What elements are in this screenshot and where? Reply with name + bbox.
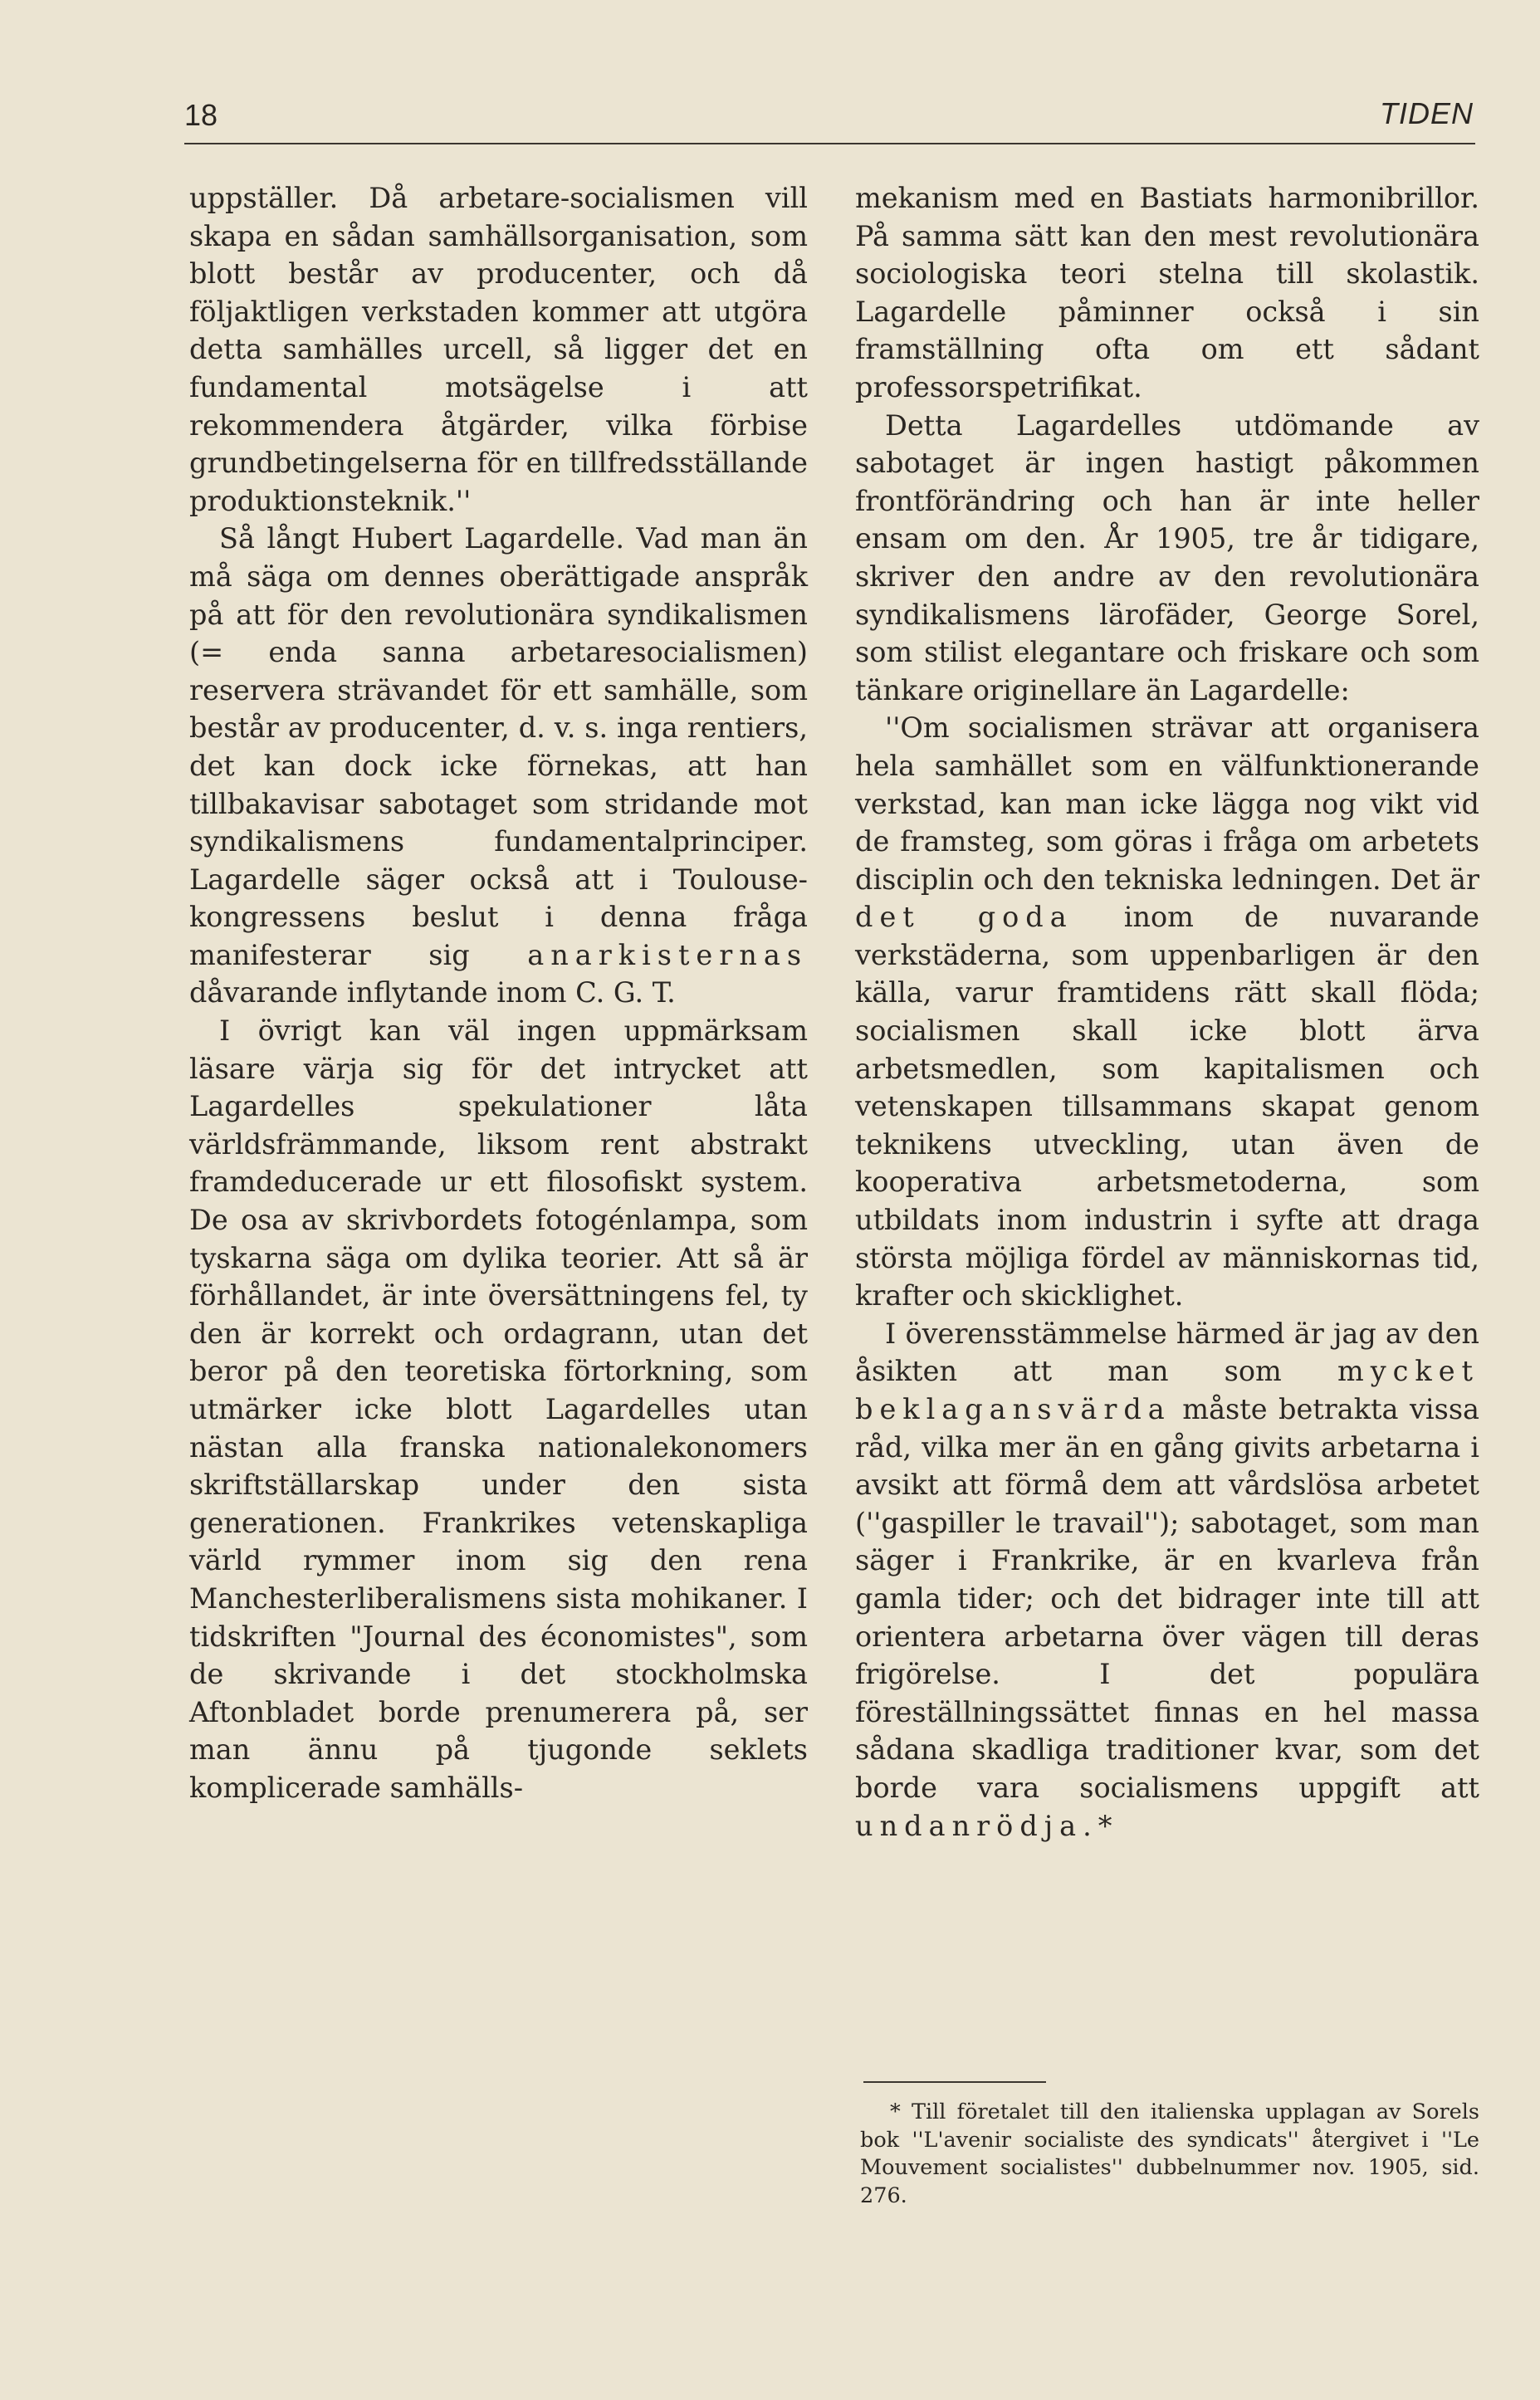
quote-2-text-a: I överensstämmelse härmed är jag av den åsikten att man som xyxy=(855,1317,1479,1388)
page-number: 18 xyxy=(184,98,218,132)
left-paragraph-2-text-a: Så långt Hubert Lagardelle. Vad man än må säga om dennes oberättigade anspråk på att för den revolutionära syndikalismen (= enda sanna arbetaresocialismen) reservera strävandet för ett samhälle, som består av producenter, d. v. s. inga rentiers, det kan dock icke förnekas, att han tillbakavisar sabotaget som stridande mot syndikalismens fundamentalprinciper. Lagardelle säger också att i Toulouse-kongressens beslut i denna fråga manifesterar sig xyxy=(189,522,808,971)
footnote-rule xyxy=(863,2081,1046,2083)
quote-1-text-b: inom de nuvarande verkstäderna, som uppenbarligen är den källa, varur framtidens rätt skall flöda; socialismen skall icke blott ärva arbetsmedlen, som kapitalismen och vetenskapen tillsammans skapat genom teknikens utveckling, utan även de kooperativa arbetsmetoderna, som utbildats inom industrin i syfte att draga största möjliga fördel av människornas tid, krafter och skicklighet. xyxy=(855,901,1479,1312)
right-column xyxy=(855,179,1479,1845)
left-paragraph-3: I övrigt kan väl ingen uppmärksam läsare värja sig för det intrycket att Lagardelles spekulationer låta världsfrämmande, liksom rent abstrakt framdeducerade ur ett filosofiskt system. De osa av skrivbordets fotogénlampa, som tyskarna säga om dylika teorier. Att så är förhållandet, är inte översättningens fel, ty den är korrekt och ordagrann, utan det beror på den teoretiska förtorkning, som utmärker icke blott Lagardelles utan nästan alla franska nationalekonomers skriftställarskap under den sista generationen. Frankrikes vetenskapliga värld rymmer inom sig den rena Manchesterliberalismens sista mohikaner. I tidskriften "Journal des économistes", som de skrivande i det stockholmska Aftonbladet borde prenumerera på, ser man ännu på tjugonde seklets komplicerade samhälls- xyxy=(189,1014,808,1804)
quote-paragraph-1 xyxy=(855,709,1479,1315)
footnote-marker: * xyxy=(1098,1809,1112,1842)
right-paragraph-1: mekanism med en Bastiats harmonibrillor. På samma sätt kan den mest revolutionära sociologiska teori stelna till skolastik. Lagardelle påminner också i sin framställning ofta om ett sådant professorspetrifikat. xyxy=(855,182,1479,403)
header-rule xyxy=(184,143,1475,144)
left-column xyxy=(189,179,808,1807)
footnote-text: * Till företalet till den italienska upplagan av Sorels bok ''L'avenir socialiste des syndicats'' återgivet i ''Le Mouvement socialistes'' dubbelnummer nov. 1905, sid. 276. xyxy=(860,2099,1479,2208)
emphasis-det-goda: det goda xyxy=(855,901,1073,934)
left-paragraph-1: uppställer. Då arbetare-socialismen vill skapa en sådan samhällsorganisation, som blott består av producenter, och då följaktligen verkstaden kommer att utgöra detta samhälles urcell, så ligger det en fundamental motsägelse i att rekommendera åtgärder, vilka förbise grundbetingelserna för en tillfredsställande produktionsteknik.'' xyxy=(189,182,808,517)
left-paragraph-2 xyxy=(189,520,808,1012)
quote-1-text-a: ''Om socialismen strävar att organisera hela samhället som en välfunktionerande verkstad, kan man icke lägga nog vikt vid de framsteg, som göras i fråga om arbetets disciplin och den tekniska ledningen. Det är xyxy=(855,711,1479,896)
quote-paragraph-2 xyxy=(855,1315,1479,1845)
footnote xyxy=(860,2099,1479,2210)
right-paragraph-2: Detta Lagardelles utdömande av sabotaget är ingen hastigt påkommen frontförändring och han är inte heller ensam om den. År 1905, tre år tidigare, skriver den andre av den revolutionära syndikalismens lärofäder, George Sorel, som stilist elegantare och friskare och som tänkare originellare än Lagardelle: xyxy=(855,408,1479,706)
quote-2-text-b: måste betrakta vissa råd, vilka mer än en gång givits arbetarna i avsikt att förmå dem att vårdslösa arbetet (''gaspiller le travail''); sabotaget, som man säger i Frankrike, är en kvarleva från gamla tider; och det bidrager inte till att orientera arbetarna över vägen till deras frigörelse. I det populära föreställningssättet finnas en hel massa sådana skadliga traditioner kvar, som det borde vara socialismens uppgift att xyxy=(855,1393,1479,1804)
left-paragraph-2-text-b: dåvarande inflytande inom C. G. T. xyxy=(189,976,676,1009)
journal-title: TIDEN xyxy=(1380,96,1474,130)
emphasis-anarkisternas: anarkisternas xyxy=(527,938,809,971)
emphasis-undanrodja: undanrödja. xyxy=(855,1809,1098,1842)
emphasis-mycket-beklagansvarda: mycket beklagansvärda xyxy=(855,1355,1480,1425)
